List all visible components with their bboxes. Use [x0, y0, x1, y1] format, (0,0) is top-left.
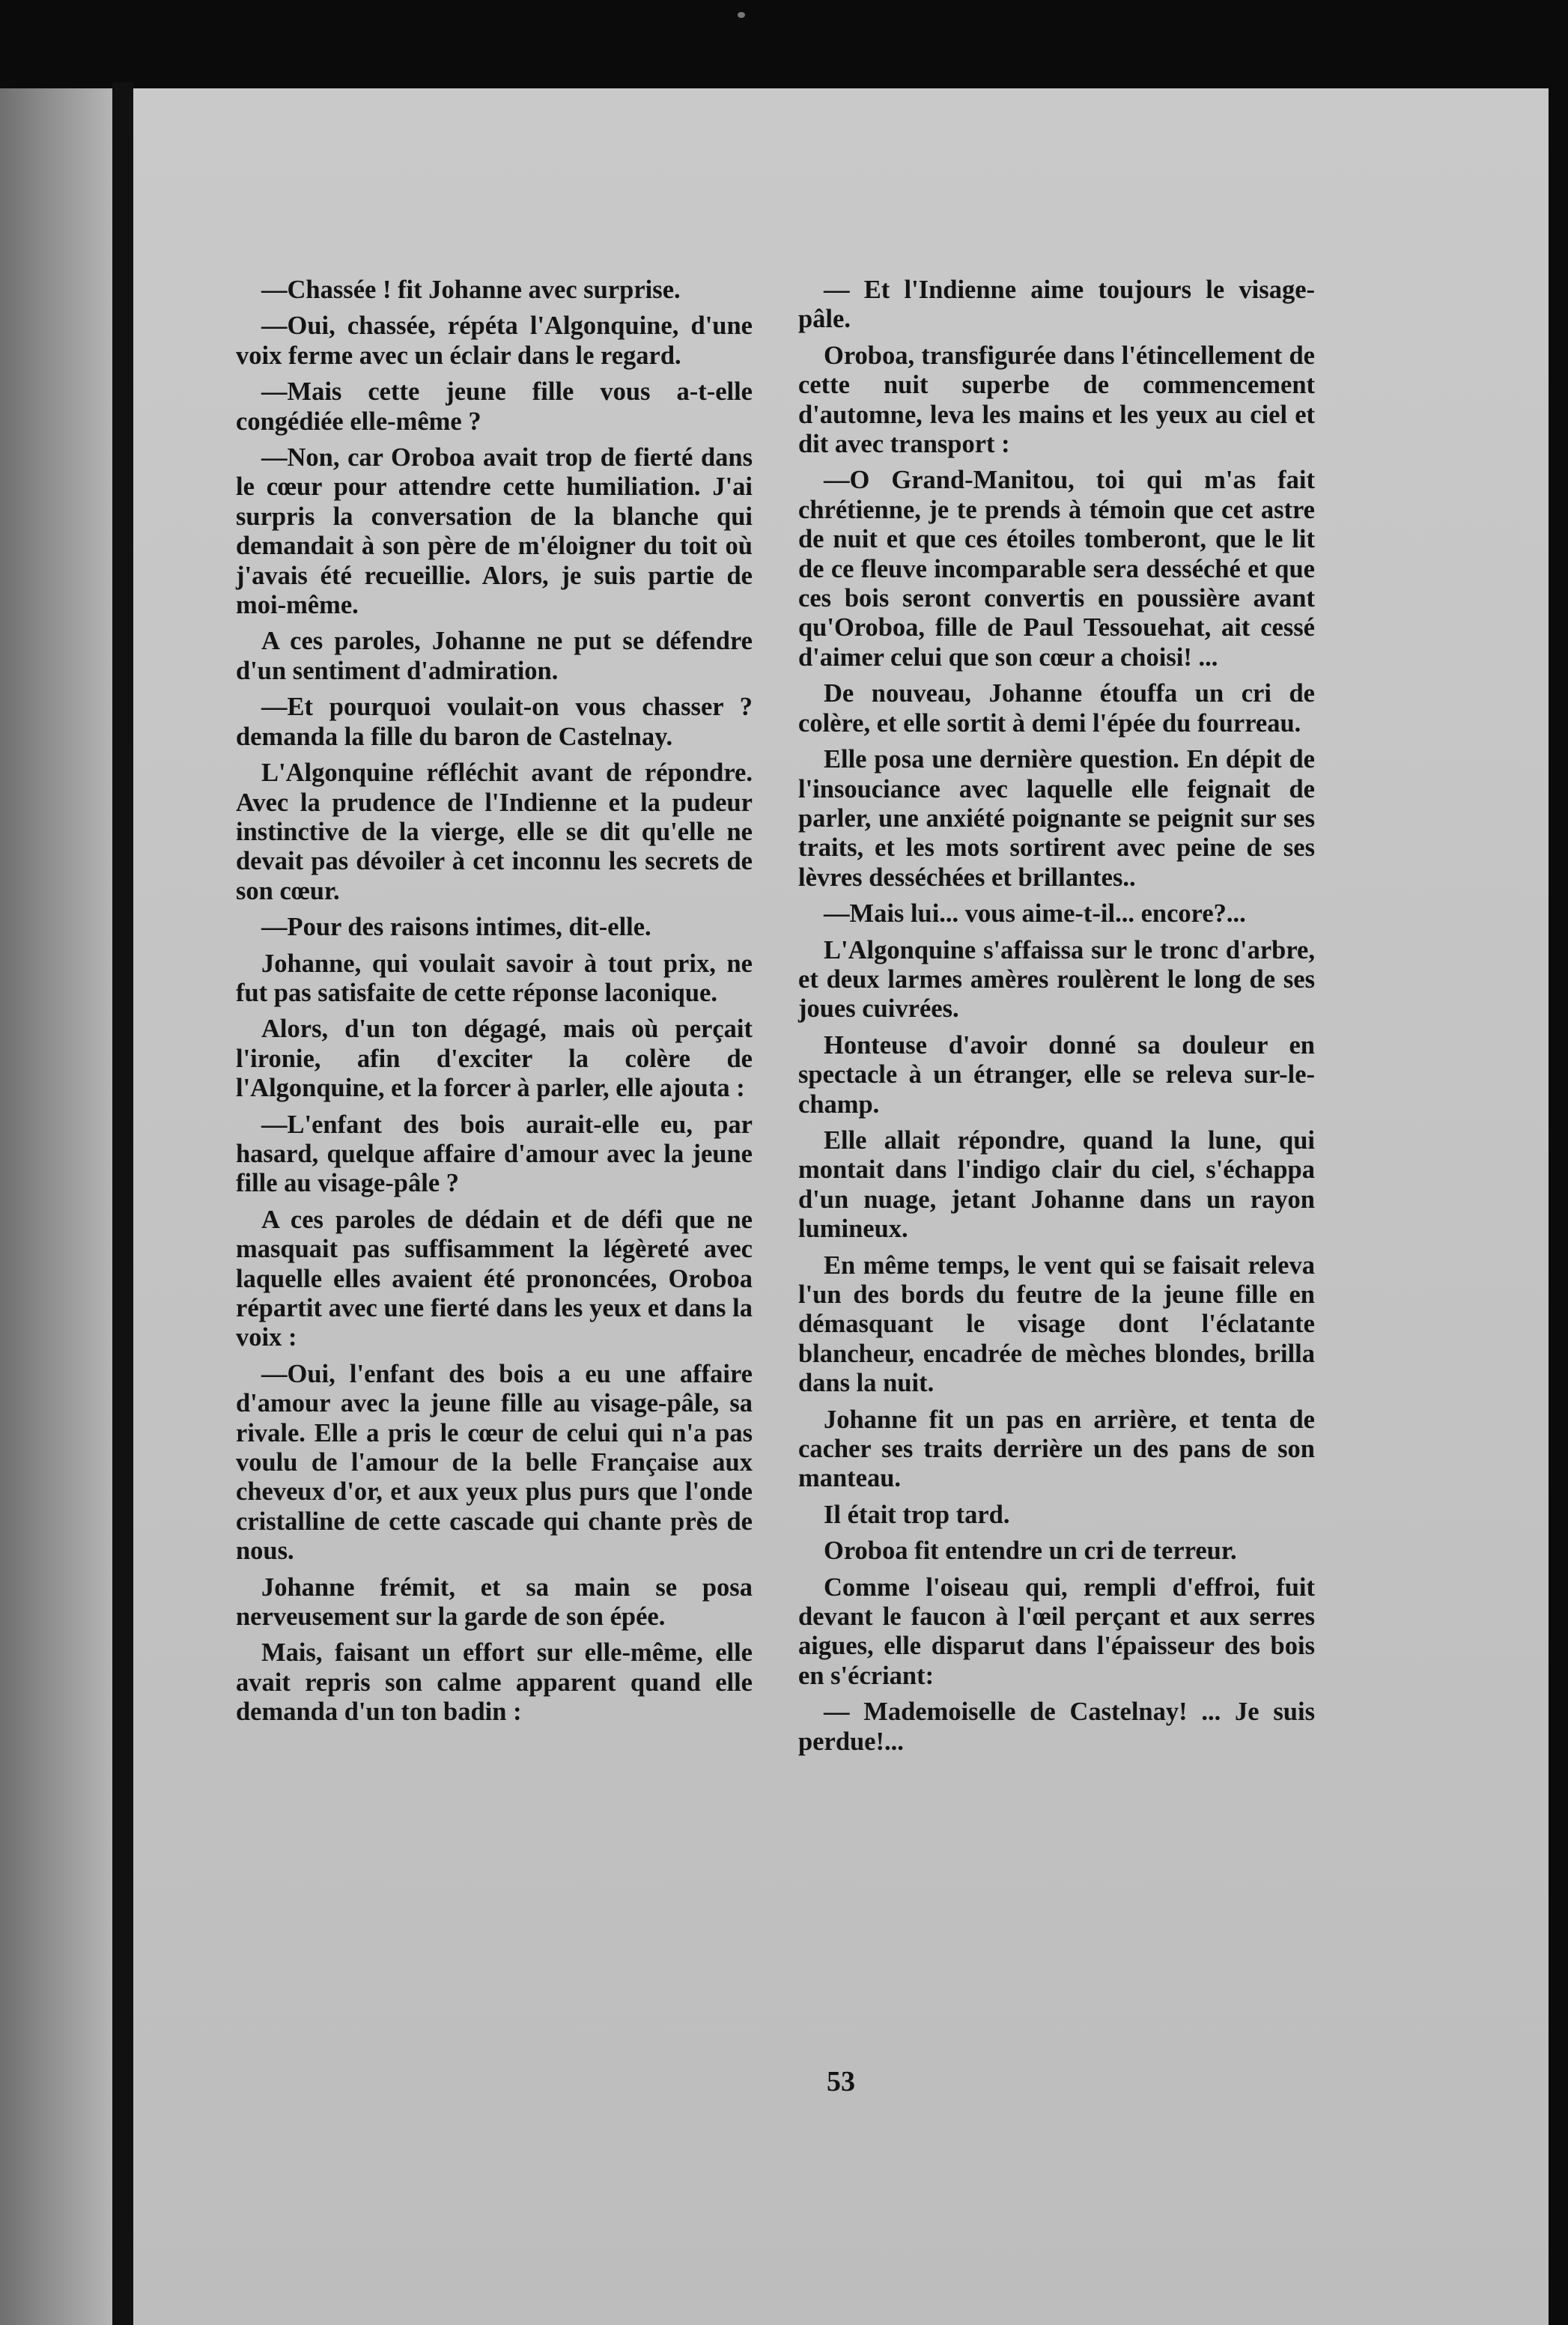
text-column-left — [236, 276, 753, 1734]
paragraph: —Chassée ! fit Johanne avec surprise. — [261, 276, 681, 304]
paragraph: Elle posa une dernière question. En dépit de l'insouciance avec laquelle elle feignait de parler, une anxiété poignante se peignit sur ses traits, et les mots sortirent avec peine de ses lèvres desséchées et brillantes.. — [798, 745, 1315, 892]
facing-page-edge — [0, 88, 112, 2325]
paragraph: Mais, faisant un effort sur elle-même, elle avait repris son calme apparent quand elle demanda d'un ton badin : — [236, 1638, 753, 1727]
book-spine — [112, 82, 133, 2325]
scan-speck — [738, 12, 745, 18]
page-number: 53 — [827, 2066, 855, 2097]
paragraph: L'Algonquine s'affaissa sur le tronc d'arbre, et deux larmes amères roulèrent le long de ses joues cuivrées. — [798, 935, 1315, 1024]
paragraph: —L'enfant des bois aurait-elle eu, par hasard, quelque affaire d'amour avec la jeune fille au visage-pâle ? — [236, 1110, 753, 1198]
paragraph: Elle allait répondre, quand la lune, qui montait dans l'indigo clair du ciel, s'échappa d'un nuage, jetant Johanne dans un rayon lumineux. — [798, 1125, 1315, 1244]
paragraph: Oroboa, transfigurée dans l'étincellement de cette nuit superbe de commencement d'automne, leva les mains et les yeux au ciel et dit avec transport : — [798, 341, 1315, 459]
paragraph: En même temps, le vent qui se faisait releva l'un des bords du feutre de la jeune fille en démasquant le visage dont l'éclatante blancheur, encadrée de mèches blondes, brilla dans la nuit. — [798, 1250, 1315, 1398]
paragraph: —O Grand-Manitou, toi qui m'as fait chrétienne, je te prends à témoin que cet astre de nuit et que ces étoiles tomberont, que le lit de ce fleuve incomparable sera desséché et que ces bois seront convertis en poussière avant qu'Oroboa, fille de Paul Tessouehat, ait cessé d'aimer celui que son cœur a choisi! ... — [798, 466, 1315, 672]
paragraph: —Oui, l'enfant des bois a eu une affaire d'amour avec la jeune fille au visage-pâle, sa rivale. Elle a pris le cœur de celui qui n'a pas voulu de l'amour de la belle Française aux cheveux d'or, et aux yeux plus purs que l'onde cristalline de cette cascade qui chante près de nous. — [236, 1359, 753, 1566]
paragraph: Comme l'oiseau qui, rempli d'effroi, fuit devant le faucon à l'œil perçant et aux serres aigues, elle disparut dans l'épaisseur des bois en s'écriant: — [798, 1572, 1315, 1690]
book-page — [133, 88, 1549, 2325]
paragraph: —Pour des raisons intimes, dit-elle. — [261, 913, 651, 942]
paragraph: De nouveau, Johanne étouffa un cri de colère, et elle sortit à demi l'épée du fourreau. — [798, 679, 1315, 738]
text-column-right — [798, 276, 1315, 1763]
paragraph: Johanne fit un pas en arrière, et tenta de cacher ses traits derrière un des pans de son manteau. — [798, 1405, 1315, 1493]
paragraph: L'Algonquine réfléchit avant de répondre. Avec la prudence de l'Indienne et la pudeur instinctive de la vierge, elle se dit qu'elle ne devait pas dévoiler à cet inconnu les secrets de son cœur. — [236, 759, 753, 905]
paragraph: —Non, car Oroboa avait trop de fierté dans le cœur pour attendre cette humiliation. J'ai surpris la conversation de la blanche qui demandait à son père de m'éloigner du toit où j'avais été recueillie. Alors, je suis partie de moi-même. — [236, 443, 753, 620]
paragraph: Johanne, qui voulait savoir à tout prix, ne fut pas satisfaite de cette réponse laconique. — [236, 949, 753, 1007]
paragraph: —Mais cette jeune fille vous a-t-elle congédiée elle-même ? — [236, 377, 753, 436]
paragraph: —Mais lui... vous aime-t-il... encore?... — [824, 899, 1246, 929]
paragraph: Alors, d'un ton dégagé, mais où perçait l'ironie, afin d'exciter la colère de l'Algonquine, et la forcer à parler, elle ajouta : — [236, 1015, 753, 1103]
paragraph: —Oui, chassée, répéta l'Algonquine, d'une voix ferme avec un éclair dans le regard. — [236, 311, 753, 370]
paragraph: —Et pourquoi voulait-on vous chasser ? demanda la fille du baron de Castelnay. — [236, 693, 753, 751]
paragraph: — Mademoiselle de Castelnay! ... Je suis perdue!... — [798, 1698, 1315, 1756]
paragraph: A ces paroles, Johanne ne put se défendre d'un sentiment d'admiration. — [236, 627, 753, 685]
paragraph: Oroboa fit entendre un cri de terreur. — [824, 1537, 1237, 1566]
paragraph: Johanne frémit, et sa main se posa nerveusement sur la garde de son épée. — [236, 1572, 753, 1632]
paragraph: Honteuse d'avoir donné sa douleur en spectacle à un étranger, elle se releva sur-le-champ. — [798, 1030, 1315, 1119]
paragraph: — Et l'Indienne aime toujours le visage-pâle. — [798, 276, 1315, 334]
paragraph: Il était trop tard. — [824, 1500, 1010, 1529]
paragraph: A ces paroles de dédain et de défi que ne masquait pas suffisamment la légèreté avec laquelle elles avaient été prononcées, Oroboa répartit avec une fierté dans les yeux et dans la voix : — [236, 1205, 753, 1352]
